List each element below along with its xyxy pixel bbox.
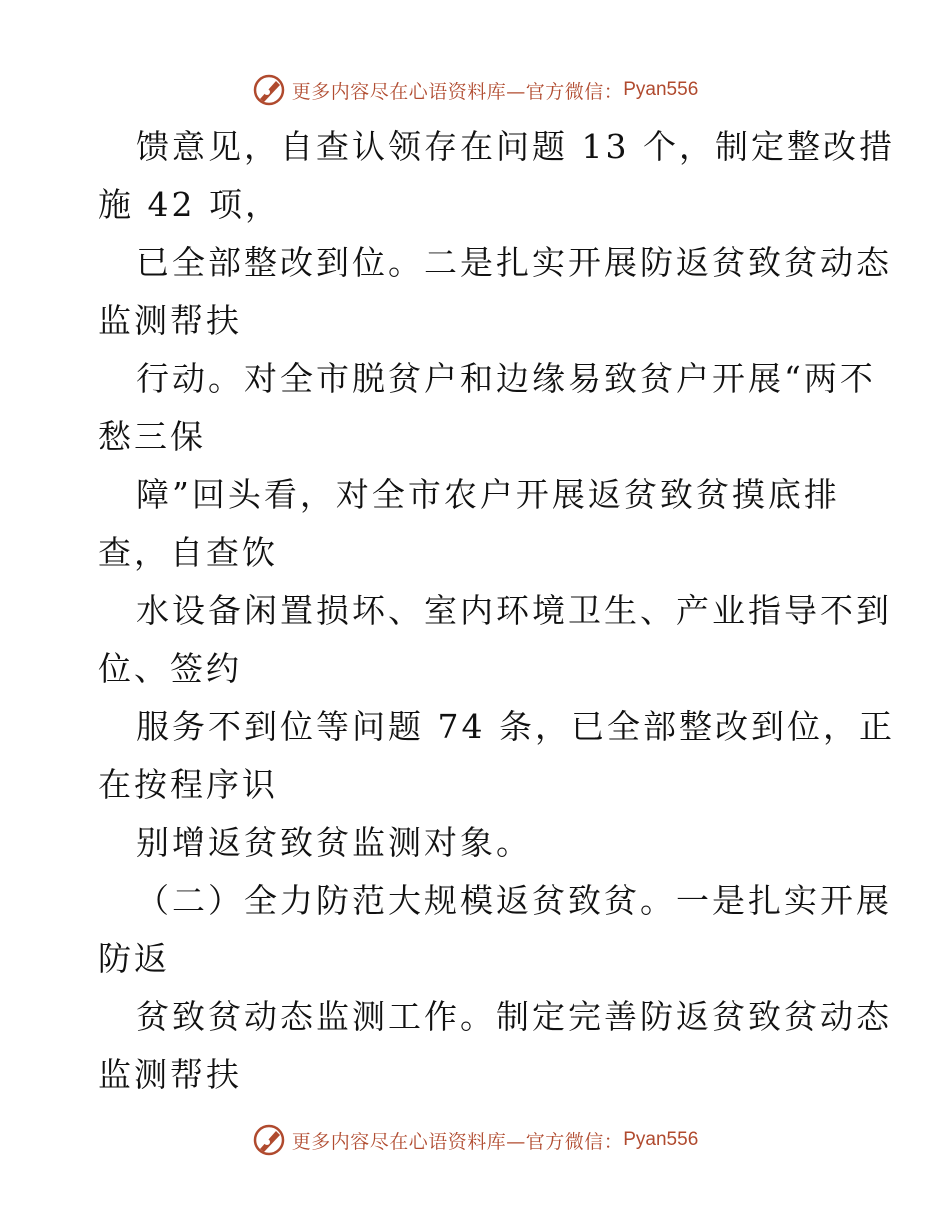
watermark-text: 更多内容尽在心语资料库—官方微信： (291, 80, 624, 103)
watermark-wechat-id: Pyan556 (623, 1129, 699, 1150)
text-line: 监测帮扶 (98, 301, 242, 340)
text-line: 在按程序识 (98, 765, 278, 804)
text-line: 馈意见，自查认领存在问题 13 个，制定整改措 (136, 127, 895, 166)
text-line: 施 42 项， (98, 185, 281, 224)
watermark-text: 更多内容尽在心语资料库—官方微信： (291, 1130, 624, 1153)
text-line: 愁三保 (98, 417, 206, 456)
text-line: 位、签约 (98, 649, 242, 688)
pen-logo-icon (252, 1123, 286, 1157)
text-line: 障”回头看，对全市农户开展返贫致贫摸底排 (136, 475, 840, 514)
text-line: 已全部整改到位。二是扎实开展防返贫致贫动态 (136, 243, 892, 282)
text-line: 查，自查饮 (98, 533, 278, 572)
pen-logo-icon (252, 73, 286, 107)
watermark-footer (0, 1120, 950, 1160)
text-line: （二）全力防范大规模返贫致贫。一是扎实开展 (136, 881, 892, 920)
text-line: 防返 (98, 939, 170, 978)
text-line: 行动。对全市脱贫户和边缘易致贫户开展“两不 (136, 359, 876, 398)
watermark-wechat-id: Pyan556 (623, 79, 699, 100)
text-line: 服务不到位等问题 74 条，已全部整改到位，正 (136, 707, 895, 746)
text-line: 监测帮扶 (98, 1055, 242, 1094)
text-line: 贫致贫动态监测工作。制定完善防返贫致贫动态 (136, 997, 892, 1036)
text-line: 别增返贫致贫监测对象。 (136, 823, 532, 862)
text-line: 水设备闲置损坏、室内环境卫生、产业指导不到 (136, 591, 892, 630)
document-body (98, 118, 895, 1104)
watermark-header (0, 70, 950, 110)
